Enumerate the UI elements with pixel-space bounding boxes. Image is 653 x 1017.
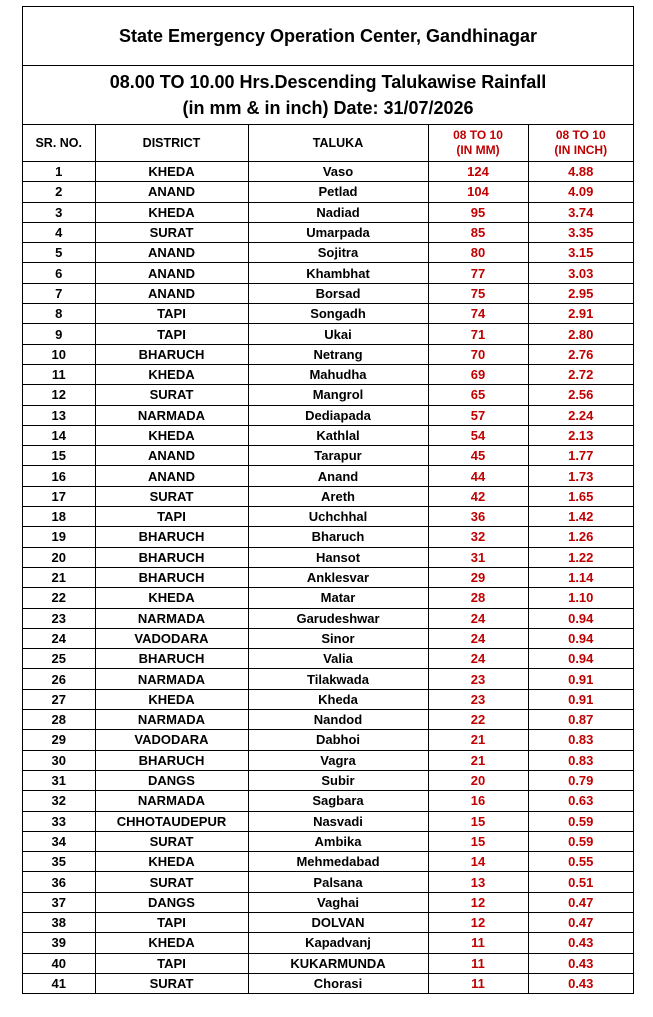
cell-rainfall-mm: 36 [428,507,528,527]
cell-taluka: Mehmedabad [248,852,428,872]
table-row [23,202,633,222]
cell-rainfall-inch: 0.59 [528,831,633,851]
cell-sr-no: 27 [23,689,95,709]
cell-taluka: Garudeshwar [248,608,428,628]
cell-rainfall-mm: 54 [428,425,528,445]
cell-district: KHEDA [95,202,248,222]
cell-rainfall-mm: 124 [428,162,528,182]
cell-rainfall-inch: 1.26 [528,527,633,547]
report-frame [22,6,634,994]
cell-taluka: DOLVAN [248,912,428,932]
cell-rainfall-inch: 1.42 [528,507,633,527]
cell-sr-no: 26 [23,669,95,689]
cell-rainfall-mm: 57 [428,405,528,425]
cell-rainfall-mm: 16 [428,791,528,811]
cell-sr-no: 23 [23,608,95,628]
cell-district: TAPI [95,324,248,344]
cell-sr-no: 28 [23,710,95,730]
cell-rainfall-mm: 12 [428,912,528,932]
cell-rainfall-mm: 29 [428,567,528,587]
table-row [23,364,633,384]
cell-taluka: Anklesvar [248,567,428,587]
cell-rainfall-mm: 71 [428,324,528,344]
col-header-mm-line-2: (IN MM) [456,143,500,157]
cell-rainfall-inch: 0.51 [528,872,633,892]
cell-district: TAPI [95,507,248,527]
cell-rainfall-inch: 2.72 [528,364,633,384]
cell-sr-no: 24 [23,628,95,648]
cell-rainfall-inch: 0.87 [528,710,633,730]
cell-rainfall-inch: 0.43 [528,973,633,993]
cell-district: SURAT [95,222,248,242]
cell-district: KHEDA [95,933,248,953]
cell-district: NARMADA [95,791,248,811]
cell-rainfall-mm: 15 [428,811,528,831]
cell-rainfall-inch: 0.47 [528,912,633,932]
cell-rainfall-mm: 65 [428,385,528,405]
table-row [23,730,633,750]
cell-rainfall-mm: 23 [428,689,528,709]
cell-rainfall-inch: 3.15 [528,243,633,263]
cell-district: BHARUCH [95,527,248,547]
cell-rainfall-mm: 77 [428,263,528,283]
cell-rainfall-inch: 0.91 [528,669,633,689]
cell-district: TAPI [95,912,248,932]
table-row [23,466,633,486]
table-row [23,811,633,831]
cell-sr-no: 10 [23,344,95,364]
table-row [23,425,633,445]
cell-taluka: Ukai [248,324,428,344]
cell-taluka: Borsad [248,283,428,303]
cell-sr-no: 21 [23,567,95,587]
cell-rainfall-inch: 0.55 [528,852,633,872]
cell-rainfall-inch: 1.14 [528,567,633,587]
cell-sr-no: 40 [23,953,95,973]
cell-district: DANGS [95,770,248,790]
cell-district: KHEDA [95,364,248,384]
cell-rainfall-mm: 74 [428,304,528,324]
cell-district: KHEDA [95,852,248,872]
cell-taluka: KUKARMUNDA [248,953,428,973]
col-header-mm-line-1: 08 TO 10 [453,128,503,142]
cell-taluka: Sinor [248,628,428,648]
table-row [23,446,633,466]
cell-rainfall-mm: 31 [428,547,528,567]
cell-sr-no: 25 [23,649,95,669]
cell-district: VADODARA [95,628,248,648]
cell-rainfall-mm: 28 [428,588,528,608]
cell-rainfall-mm: 11 [428,973,528,993]
cell-sr-no: 39 [23,933,95,953]
cell-taluka: Chorasi [248,973,428,993]
cell-taluka: Bharuch [248,527,428,547]
cell-taluka: Nadiad [248,202,428,222]
cell-district: VADODARA [95,730,248,750]
cell-taluka: Petlad [248,182,428,202]
cell-rainfall-inch: 1.10 [528,588,633,608]
cell-sr-no: 4 [23,222,95,242]
cell-district: NARMADA [95,669,248,689]
cell-rainfall-mm: 21 [428,730,528,750]
table-row [23,222,633,242]
table-row [23,405,633,425]
cell-sr-no: 38 [23,912,95,932]
table-row [23,304,633,324]
cell-rainfall-inch: 2.56 [528,385,633,405]
cell-rainfall-inch: 1.77 [528,446,633,466]
cell-rainfall-inch: 2.80 [528,324,633,344]
cell-rainfall-inch: 0.94 [528,608,633,628]
cell-district: KHEDA [95,425,248,445]
cell-rainfall-inch: 2.13 [528,425,633,445]
cell-rainfall-mm: 15 [428,831,528,851]
cell-taluka: Hansot [248,547,428,567]
cell-rainfall-mm: 24 [428,628,528,648]
cell-taluka: Palsana [248,872,428,892]
cell-taluka: Mahudha [248,364,428,384]
cell-rainfall-mm: 23 [428,669,528,689]
cell-rainfall-mm: 24 [428,608,528,628]
cell-district: BHARUCH [95,567,248,587]
cell-rainfall-inch: 0.59 [528,811,633,831]
cell-rainfall-mm: 32 [428,527,528,547]
cell-rainfall-inch: 0.43 [528,933,633,953]
table-row [23,283,633,303]
cell-sr-no: 32 [23,791,95,811]
cell-rainfall-inch: 0.83 [528,750,633,770]
cell-district: CHHOTAUDEPUR [95,811,248,831]
cell-district: NARMADA [95,405,248,425]
cell-taluka: Anand [248,466,428,486]
cell-rainfall-mm: 42 [428,486,528,506]
table-row [23,162,633,182]
cell-sr-no: 12 [23,385,95,405]
cell-district: ANAND [95,243,248,263]
table-row [23,649,633,669]
col-header-rainfall-inch [528,125,633,162]
table-row [23,750,633,770]
cell-rainfall-mm: 22 [428,710,528,730]
cell-sr-no: 34 [23,831,95,851]
cell-rainfall-inch: 0.83 [528,730,633,750]
col-header-inch-line-2: (IN INCH) [554,143,608,157]
cell-rainfall-inch: 2.95 [528,283,633,303]
cell-sr-no: 18 [23,507,95,527]
cell-district: KHEDA [95,588,248,608]
cell-sr-no: 9 [23,324,95,344]
table-row [23,912,633,932]
cell-taluka: Areth [248,486,428,506]
cell-sr-no: 29 [23,730,95,750]
cell-district: TAPI [95,953,248,973]
table-row [23,933,633,953]
cell-rainfall-inch: 0.91 [528,689,633,709]
cell-rainfall-mm: 14 [428,852,528,872]
cell-district: ANAND [95,466,248,486]
cell-rainfall-inch: 0.63 [528,791,633,811]
rainfall-table [23,124,633,993]
cell-taluka: Vaghai [248,892,428,912]
table-row [23,608,633,628]
cell-rainfall-mm: 21 [428,750,528,770]
table-row [23,486,633,506]
cell-rainfall-mm: 45 [428,446,528,466]
table-row [23,527,633,547]
cell-rainfall-inch: 1.65 [528,486,633,506]
table-row [23,892,633,912]
cell-rainfall-inch: 3.74 [528,202,633,222]
table-body [23,162,633,994]
cell-rainfall-inch: 0.79 [528,770,633,790]
col-header-district: DISTRICT [95,125,248,162]
cell-sr-no: 31 [23,770,95,790]
cell-taluka: Kheda [248,689,428,709]
cell-rainfall-inch: 0.47 [528,892,633,912]
table-row [23,547,633,567]
subtitle-line-2: (in mm & in inch) Date: 31/07/2026 [182,98,474,118]
cell-rainfall-mm: 85 [428,222,528,242]
table-row [23,689,633,709]
cell-district: ANAND [95,283,248,303]
table-row [23,872,633,892]
table-row [23,567,633,587]
cell-district: SURAT [95,872,248,892]
table-row [23,324,633,344]
cell-district: NARMADA [95,608,248,628]
cell-taluka: Subir [248,770,428,790]
cell-district: TAPI [95,304,248,324]
cell-rainfall-inch: 2.91 [528,304,633,324]
cell-rainfall-mm: 24 [428,649,528,669]
cell-rainfall-inch: 3.03 [528,263,633,283]
table-row [23,344,633,364]
cell-district: BHARUCH [95,649,248,669]
cell-rainfall-mm: 11 [428,933,528,953]
cell-taluka: Songadh [248,304,428,324]
cell-district: SURAT [95,385,248,405]
table-row [23,953,633,973]
cell-rainfall-inch: 1.73 [528,466,633,486]
cell-district: SURAT [95,973,248,993]
cell-district: ANAND [95,263,248,283]
cell-rainfall-inch: 2.76 [528,344,633,364]
cell-district: DANGS [95,892,248,912]
table-header-row [23,125,633,162]
cell-rainfall-mm: 70 [428,344,528,364]
cell-sr-no: 37 [23,892,95,912]
cell-sr-no: 35 [23,852,95,872]
table-row [23,182,633,202]
report-subtitle [23,66,633,124]
cell-taluka: Sagbara [248,791,428,811]
table-row [23,710,633,730]
cell-taluka: Umarpada [248,222,428,242]
cell-rainfall-inch: 0.94 [528,628,633,648]
cell-taluka: Vaso [248,162,428,182]
subtitle-line-1: 08.00 TO 10.00 Hrs.Descending Talukawise Rainfall [109,72,547,92]
cell-rainfall-mm: 95 [428,202,528,222]
cell-rainfall-mm: 20 [428,770,528,790]
cell-district: BHARUCH [95,344,248,364]
table-row [23,243,633,263]
cell-rainfall-inch: 0.43 [528,953,633,973]
cell-taluka: Tarapur [248,446,428,466]
table-row [23,831,633,851]
cell-sr-no: 17 [23,486,95,506]
cell-rainfall-mm: 69 [428,364,528,384]
cell-district: BHARUCH [95,547,248,567]
cell-sr-no: 20 [23,547,95,567]
cell-sr-no: 16 [23,466,95,486]
cell-sr-no: 22 [23,588,95,608]
cell-sr-no: 15 [23,446,95,466]
cell-district: ANAND [95,182,248,202]
col-header-taluka: TALUKA [248,125,428,162]
cell-rainfall-inch: 0.94 [528,649,633,669]
table-row [23,588,633,608]
table-row [23,770,633,790]
cell-district: BHARUCH [95,750,248,770]
cell-taluka: Uchchhal [248,507,428,527]
table-row [23,385,633,405]
cell-sr-no: 14 [23,425,95,445]
cell-district: ANAND [95,446,248,466]
cell-rainfall-inch: 1.22 [528,547,633,567]
col-header-sr-no: SR. NO. [23,125,95,162]
cell-sr-no: 19 [23,527,95,547]
cell-rainfall-mm: 104 [428,182,528,202]
cell-taluka: Khambhat [248,263,428,283]
cell-sr-no: 8 [23,304,95,324]
cell-taluka: Nasvadi [248,811,428,831]
cell-rainfall-mm: 12 [428,892,528,912]
cell-rainfall-inch: 2.24 [528,405,633,425]
cell-rainfall-mm: 75 [428,283,528,303]
cell-rainfall-inch: 4.09 [528,182,633,202]
cell-sr-no: 41 [23,973,95,993]
cell-district: SURAT [95,831,248,851]
cell-sr-no: 30 [23,750,95,770]
cell-sr-no: 3 [23,202,95,222]
cell-taluka: Mangrol [248,385,428,405]
cell-rainfall-mm: 11 [428,953,528,973]
table-row [23,669,633,689]
cell-sr-no: 33 [23,811,95,831]
cell-taluka: Ambika [248,831,428,851]
cell-rainfall-mm: 44 [428,466,528,486]
cell-district: KHEDA [95,162,248,182]
cell-sr-no: 2 [23,182,95,202]
cell-sr-no: 6 [23,263,95,283]
cell-rainfall-mm: 80 [428,243,528,263]
cell-sr-no: 11 [23,364,95,384]
table-row [23,791,633,811]
cell-district: NARMADA [95,710,248,730]
cell-taluka: Netrang [248,344,428,364]
cell-taluka: Matar [248,588,428,608]
cell-taluka: Dabhoi [248,730,428,750]
table-row [23,263,633,283]
cell-taluka: Dediapada [248,405,428,425]
cell-sr-no: 5 [23,243,95,263]
table-row [23,507,633,527]
cell-taluka: Vagra [248,750,428,770]
cell-rainfall-mm: 13 [428,872,528,892]
cell-sr-no: 13 [23,405,95,425]
cell-rainfall-inch: 3.35 [528,222,633,242]
cell-sr-no: 36 [23,872,95,892]
report-title: State Emergency Operation Center, Gandhinagar [23,7,633,66]
cell-taluka: Valia [248,649,428,669]
cell-taluka: Kathlal [248,425,428,445]
col-header-rainfall-mm [428,125,528,162]
table-row [23,628,633,648]
cell-taluka: Kapadvanj [248,933,428,953]
cell-district: SURAT [95,486,248,506]
cell-taluka: Nandod [248,710,428,730]
cell-rainfall-inch: 4.88 [528,162,633,182]
cell-district: KHEDA [95,689,248,709]
table-row [23,852,633,872]
col-header-inch-line-1: 08 TO 10 [555,128,606,142]
table-row [23,973,633,993]
cell-sr-no: 1 [23,162,95,182]
cell-taluka: Sojitra [248,243,428,263]
cell-taluka: Tilakwada [248,669,428,689]
cell-sr-no: 7 [23,283,95,303]
